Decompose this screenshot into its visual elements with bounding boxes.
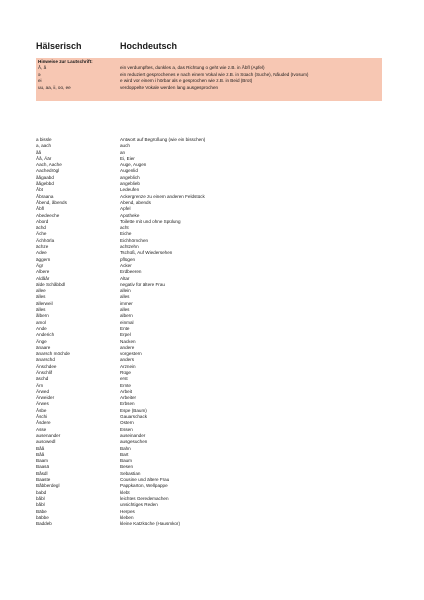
dialect-term: ällerweil [36, 300, 53, 306]
dialect-term: Åbraana [36, 193, 54, 199]
pronunciation-hints [36, 58, 382, 101]
dialect-term: Baasä [36, 464, 50, 470]
dialect-term: Åbend, åbends [36, 199, 67, 205]
dialect-term: båbl [36, 502, 45, 508]
standard-term: allein [120, 288, 131, 294]
standard-term: vorgestern [120, 351, 142, 357]
standard-term: angeblieb [120, 181, 140, 187]
hint-symbol: ei [38, 78, 42, 84]
standard-term: anders [120, 357, 135, 363]
dialect-term: bäbbe [36, 514, 49, 520]
standard-term: auch [120, 143, 130, 149]
standard-term: Eichhörnchen [120, 237, 149, 243]
dialect-term: Ärn [36, 382, 44, 388]
column-header [36, 41, 396, 55]
dialect-term: ächze [36, 244, 49, 250]
standard-term: einmal [120, 319, 134, 325]
column-header-standard: Hochdeutsch [120, 41, 178, 51]
dialect-term: ausowedl [36, 439, 56, 445]
hint-explanation: ein reduziert gesprochenes e nach einem Vokal wie z.B. in Süach (Suche), Nåuded (Ivosum) [120, 71, 309, 77]
standard-term: Acker [120, 262, 132, 268]
standard-term: an [120, 149, 126, 155]
standard-term: Augenlid [120, 168, 138, 174]
standard-term: Ostern [120, 420, 134, 426]
dialect-term: åågaabd [36, 174, 54, 180]
standard-term: Abend, abends [120, 199, 151, 205]
dialect-term: Adee [36, 250, 47, 256]
standard-term: Bart [120, 451, 129, 457]
dialect-term: babd [36, 489, 47, 495]
standard-term: kleben [120, 514, 134, 520]
dialect-term: allee [36, 288, 46, 294]
dialect-term: Anderich [36, 332, 55, 338]
dialect-term: åå [36, 149, 42, 155]
dialect-term: ålbern [36, 313, 49, 319]
dialect-term: Båå [36, 451, 45, 457]
hint-explanation: verdoppelte Vokale werden lang ausgesprochen [120, 84, 219, 90]
dialect-term: Åsbe [36, 407, 47, 413]
dialect-term: åågebbd [36, 181, 54, 187]
dialect-term: Åbfl [36, 206, 44, 212]
standard-term: Rüge [120, 369, 131, 375]
standard-term: Apotheke [120, 212, 140, 218]
standard-term: Toilette mit und ohne Spülung [120, 218, 181, 224]
standard-term: Ledeufen [120, 187, 140, 193]
standard-term: Ei, Eier [120, 155, 135, 161]
dialect-term: a, aach [36, 143, 52, 149]
dialect-term: Abord [36, 218, 49, 224]
dialect-term: Änschdee [36, 363, 57, 369]
dialect-term: ausenander [36, 432, 61, 438]
dialect-term: Äche [36, 231, 47, 237]
standard-term: kleine Katzküche (Hausmkor) [120, 521, 180, 527]
column-header-dialect: Hälserisch [36, 41, 82, 51]
hint-explanation: e wird vor einem i hörbar als e gesprochen wie z.B. in Beid (Brot) [120, 78, 253, 84]
dialect-term: båbl [36, 495, 45, 501]
dialect-term: Asse [36, 426, 47, 432]
standard-term: Erbsen [120, 401, 135, 407]
dialect-term: ächd [36, 225, 46, 231]
standard-term: klebt [120, 489, 130, 495]
standard-term: Auge, Augen [120, 162, 147, 168]
dialect-term: Bäbe [36, 508, 47, 514]
standard-term: Bahn [120, 445, 131, 451]
standard-term: Ente [120, 325, 130, 331]
dialect-term: äggern [36, 256, 51, 262]
standard-term: unsichtiges Reden [120, 502, 158, 508]
standard-term: achtzehn [120, 244, 139, 250]
dialect-term: Ärwes [36, 401, 49, 407]
glossary-row [36, 521, 336, 527]
standard-term: albern [120, 313, 133, 319]
dialect-term: Ächhörla [36, 237, 55, 243]
hint-symbol: Å, å [38, 65, 47, 71]
dialect-term: Ärweider [36, 395, 55, 401]
dialect-term: Båsdl [36, 470, 48, 476]
standard-term: Arbeit [120, 388, 133, 394]
dialect-term: änarsch möchde [36, 351, 70, 357]
standard-term: erst [120, 376, 128, 382]
hint-explanation: ein verdumpftes, dunkles a, das Richtung o geht wie z.B. in Åbfl (Apfel) [120, 65, 265, 71]
dialect-term: änarschd [36, 357, 55, 363]
dialect-term: Åbt [36, 187, 43, 193]
dialect-term: Baddeb [36, 521, 52, 527]
dialect-term: Albere [36, 269, 50, 275]
standard-term: Eiche [120, 231, 132, 237]
standard-term: andere [120, 344, 135, 350]
dialect-term: Aach, Aache [36, 162, 62, 168]
dialect-term: Båbberdegl [36, 483, 60, 489]
dialect-term: Baaste [36, 477, 51, 483]
hint-row [38, 85, 380, 91]
dialect-term: Åsdere [36, 420, 51, 426]
standard-term: Nacken [120, 338, 136, 344]
dialect-term: Aldåår [36, 275, 50, 281]
standard-term: alles [120, 294, 130, 300]
standard-term: Erpel [120, 332, 131, 338]
dialect-term: älde Schåbbdl [36, 281, 66, 287]
standard-term: acht [120, 225, 129, 231]
dialect-term: Aachedrögl [36, 168, 60, 174]
standard-term: Sebastian [120, 470, 141, 476]
standard-term: Essen [120, 426, 133, 432]
standard-term: auseinander [120, 432, 146, 438]
dialect-term: Abedeeche [36, 212, 60, 218]
standard-term: Herpes [120, 508, 135, 514]
standard-term: angeblich [120, 174, 140, 180]
dialect-term: änaare [36, 344, 51, 350]
standard-term: negativ für ältere Frau [120, 281, 165, 287]
dialect-term: älles [36, 294, 46, 300]
dialect-term: Baam [36, 458, 49, 464]
dialect-term: Ärwed [36, 388, 50, 394]
standard-term: Apfel [120, 206, 131, 212]
dialect-term: Åå, Äär [36, 155, 52, 161]
dialect-term: Ande [36, 325, 47, 331]
dialect-term: älles [36, 307, 46, 313]
dialect-term: äschd [36, 376, 49, 382]
standard-term: Pappkarton, Wellpappe [120, 483, 168, 489]
standard-term: Gauarschack [120, 414, 148, 420]
glossary-table [36, 137, 336, 527]
hints-title: Hinweise zur Lautschrift: [38, 59, 93, 64]
hint-symbol: uu, aa, ii, oo, ee [38, 84, 71, 90]
standard-term: Baum [120, 458, 133, 464]
hint-symbol: ə [38, 71, 41, 77]
dialect-term: Åschi [36, 414, 48, 420]
standard-term: Arznein [120, 363, 136, 369]
standard-term: immer [120, 300, 133, 306]
standard-term: Tschüß, Auf Wiedersehen [120, 250, 173, 256]
standard-term: Ackergrenze zu einem anderen Feldstück [120, 193, 205, 199]
standard-term: leichtes Geredemachen [120, 495, 169, 501]
standard-term: alles [120, 307, 130, 313]
standard-term: Besen [120, 464, 134, 470]
standard-term: Altar [120, 275, 130, 281]
standard-term: pflügen [120, 256, 136, 262]
standard-term: Ernte [120, 382, 131, 388]
standard-term: Arbeiter [120, 395, 137, 401]
standard-term: ausgesuchen [120, 439, 148, 445]
standard-term: Espe (Baum) [120, 407, 147, 413]
standard-term: Cousine und ältere Frau [120, 477, 170, 483]
standard-term: Antwort auf Begrüßung (wie ein bisschen) [120, 137, 206, 142]
dialect-term: Ägr [36, 262, 44, 268]
dialect-term: Änschlif [36, 369, 53, 375]
dialect-term: Änge [36, 338, 47, 344]
standard-term: Erdbeeren [120, 269, 142, 275]
dialect-term: amol [36, 319, 46, 325]
dialect-term: Båå [36, 445, 45, 451]
dialect-term: a bissle [36, 137, 52, 142]
